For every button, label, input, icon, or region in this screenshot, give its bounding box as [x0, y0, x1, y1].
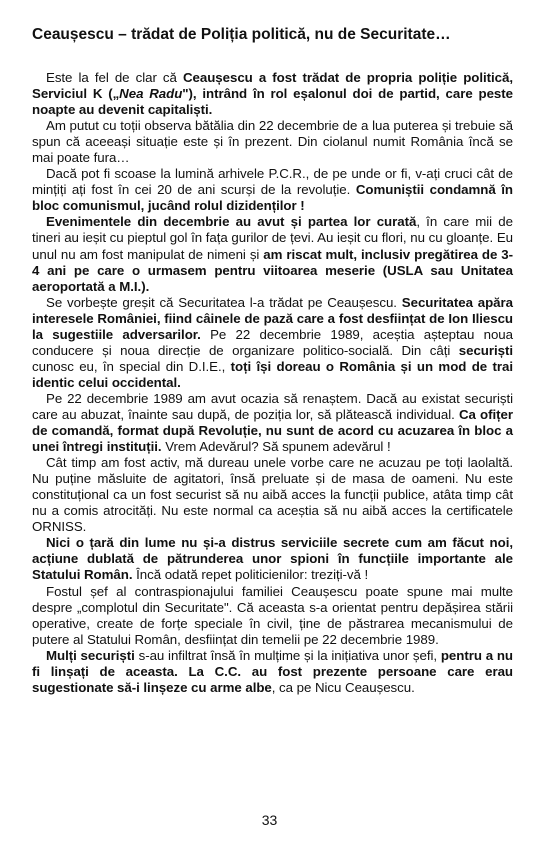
emphasized-text: Nici o țară din lume nu și-a distrus serviciile secrete cum am făcut noi, acțiune dublată de pătrunderea unor spioni în funcțiile importante ale Statului Român. — [32, 535, 513, 583]
emphasized-text: Ceaușescu a fost trădat de propria poliție politică, Serviciul K („ — [32, 70, 514, 102]
text-segment: Încă odată repet politicienilor: treziți-vă ! — [132, 567, 369, 583]
paragraph — [32, 391, 513, 455]
text-segment: Am putut cu toții observa bătălia din 22 decembrie de a lua puterea și trebuie să spun că aceeași situație este și în prezent. Din ciolanul numit România încă se mai poate fura… — [32, 118, 513, 166]
text-segment: Cât timp am fost activ, mă dureau unele vorbe care ne acuzau pe toți laolaltă. Nu puține măsluite de agitatori, însă preluate și de masa de oameni. Nu este constituțional ca un fost securist să nu aibă acces la funcții publice, atâta timp cât nu a comis atrocități. Nu este normal ca aceștia să nu aibă acces la certificatele ORNISS. — [32, 455, 513, 535]
text-segment: s-au infiltrat însă în mulțime și la inițiativa unor șefi, — [134, 647, 441, 663]
paragraph — [32, 118, 513, 166]
emphasized-text: "), intrând în rol eșalonul doi de partid, care peste noapte au devenit capitaliști. — [32, 86, 513, 118]
page-number: 33 — [261, 812, 278, 828]
text-segment: , ca pe Nicu Ceaușescu. — [271, 679, 415, 695]
paragraph — [32, 166, 513, 214]
text-segment: Vrem Adevărul? Să spunem adevărul ! — [161, 439, 391, 455]
paragraph — [32, 648, 513, 696]
paragraph — [32, 535, 513, 583]
emphasized-text: Evenimentele din decembrie au avut și partea lor curată — [46, 214, 417, 230]
paragraph — [32, 214, 513, 294]
emphasized-text: toți își doreau o România și un mod de trai identic celui occidental. — [32, 358, 513, 390]
paragraph — [32, 455, 513, 535]
emphasized-text: Mulți securiști — [46, 647, 135, 663]
text-segment: Dacă pot fi scoase la lumină arhivele P.C.R., de pe unde or fi, v-ați cruci cât de mințiți ați fost în cei 20 de ani scurși de la revoluție. — [32, 166, 513, 198]
text-segment: Pe 22 decembrie 1989 am avut ocazia să renaștem. Dacă au existat securiști care au abuzat, înainte sau după, de poziția lor, să plătească individual. — [32, 390, 513, 422]
text-segment: Se vorbește greșit că Securitatea l-a trădat pe Ceaușescu. — [46, 294, 402, 310]
paragraph — [32, 70, 513, 118]
emphasized-text: securiști — [458, 342, 513, 358]
emphasized-text: Ca ofițer de comandă, format după Revoluție, nu sunt de acord cu acuzarea în bloc a unei întregi instituții. — [32, 406, 514, 455]
text-segment: , în care mii de tineri au ieșit cu pieptul gol în fața gurilor de țevi. Au ieșit cu flori, nu cu gloanțe. Eu unul nu am fost manipulat de nimeni și — [32, 214, 513, 262]
emphasized-text: Comuniștii condamnă în bloc comunismul, jucând rolul dizidenților ! — [32, 182, 513, 214]
text-segment: Este la fel de clar că — [46, 70, 183, 85]
text-segment: Pe 22 decembrie 1989, aceștia așteptau noua conducere și noua direcție de organizare politico-socială. Din câți — [32, 326, 513, 358]
emphasized-text: Nea Radu — [119, 86, 183, 102]
text-segment: Fostul șef al contraspionajului familiei Ceaușescu poate spune mai multe despre „complotul din Securitate". Că aceasta s-a orientat pentru depășirea stării operative, create de forțe speciale în civil, ține de păstrarea mecanismului de putere al Statului Român, desființat din temelii pe 22 decembrie 1989. — [32, 583, 513, 647]
paragraph — [32, 584, 513, 648]
emphasized-text: am riscat mult, inclusiv pregătirea de 3-4 ani pe care o urmasem pentru viitoarea meserie (USLA sau Unitatea aeroportată a M.I.). — [32, 246, 514, 294]
page-title: Ceaușescu – trădat de Poliția politică, nu de Securitate… — [32, 26, 451, 43]
paragraph — [32, 295, 513, 391]
emphasized-text: Securitatea apăra interesele României, fiind câinele de pază care a fost desființat de Ion Iliescu la sugestiile adversarilor. — [32, 294, 513, 342]
emphasized-text: pentru a nu fi linșați de aceasta. La C.C. au fost prezente persoane care erau sugestionate să-i linșeze cu arme albe — [32, 647, 513, 695]
body-text — [32, 70, 513, 696]
text-segment: cunosc eu, în special din D.I.E., — [32, 358, 231, 374]
